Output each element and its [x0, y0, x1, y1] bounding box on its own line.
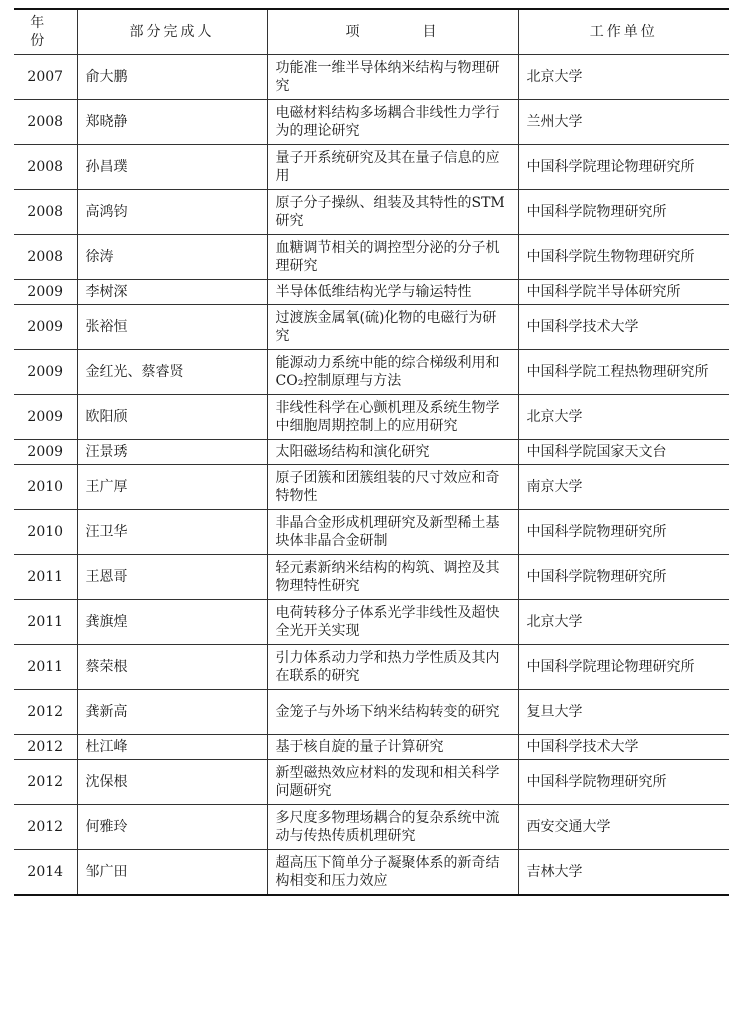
cell-name: 龚旗煌	[77, 600, 267, 645]
cell-name: 杜江峰	[77, 735, 267, 760]
cell-name: 张裕恒	[77, 305, 267, 350]
cell-name: 蔡荣根	[77, 645, 267, 690]
cell-project: 新型磁热效应材料的发现和相关科学问题研究	[267, 760, 518, 805]
cell-unit: 中国科学院物理研究所	[518, 190, 729, 235]
table-row	[14, 850, 729, 896]
cell-unit: 中国科学院国家天文台	[518, 440, 729, 465]
cell-project: 能源动力系统中能的综合梯级利用和CO₂控制原理与方法	[267, 350, 518, 395]
cell-year: 2008	[14, 100, 77, 145]
cell-unit: 吉林大学	[518, 850, 729, 896]
cell-unit: 中国科学院理论物理研究所	[518, 145, 729, 190]
cell-name: 孙昌璞	[77, 145, 267, 190]
table-row	[14, 805, 729, 850]
cell-unit: 复旦大学	[518, 690, 729, 735]
cell-unit: 中国科学技术大学	[518, 305, 729, 350]
cell-unit: 西安交通大学	[518, 805, 729, 850]
cell-year: 2009	[14, 280, 77, 305]
cell-project: 功能准一维半导体纳米结构与物理研究	[267, 55, 518, 100]
cell-unit: 中国科学院物理研究所	[518, 760, 729, 805]
cell-name: 徐涛	[77, 235, 267, 280]
cell-unit: 中国科学技术大学	[518, 735, 729, 760]
cell-name: 沈保根	[77, 760, 267, 805]
header-name: 部分完成人	[77, 9, 267, 55]
cell-unit: 中国科学院物理研究所	[518, 510, 729, 555]
cell-unit: 北京大学	[518, 600, 729, 645]
awards-table	[14, 8, 729, 896]
cell-year: 2008	[14, 190, 77, 235]
cell-year: 2012	[14, 735, 77, 760]
table-row	[14, 280, 729, 305]
table-row	[14, 645, 729, 690]
header-project-b: 目	[422, 24, 440, 40]
cell-name: 王恩哥	[77, 555, 267, 600]
cell-unit: 中国科学院理论物理研究所	[518, 645, 729, 690]
cell-project: 半导体低维结构光学与输运特性	[267, 280, 518, 305]
table-header-row	[14, 9, 729, 55]
cell-project: 金笼子与外场下纳米结构转变的研究	[267, 690, 518, 735]
cell-unit: 南京大学	[518, 465, 729, 510]
table-row	[14, 440, 729, 465]
cell-name: 李树深	[77, 280, 267, 305]
cell-project: 血糖调节相关的调控型分泌的分子机理研究	[267, 235, 518, 280]
cell-year: 2014	[14, 850, 77, 896]
cell-unit: 北京大学	[518, 55, 729, 100]
table-row	[14, 305, 729, 350]
cell-name: 龚新高	[77, 690, 267, 735]
table-row	[14, 735, 729, 760]
cell-year: 2012	[14, 805, 77, 850]
table-row	[14, 690, 729, 735]
cell-project: 轻元素新纳米结构的构筑、调控及其物理特性研究	[267, 555, 518, 600]
table-row	[14, 235, 729, 280]
cell-name: 高鸿钧	[77, 190, 267, 235]
header-project-a: 项	[345, 24, 363, 40]
cell-year: 2009	[14, 395, 77, 440]
cell-year: 2007	[14, 55, 77, 100]
cell-year: 2009	[14, 350, 77, 395]
table-row	[14, 465, 729, 510]
cell-year: 2008	[14, 235, 77, 280]
cell-name: 邹广田	[77, 850, 267, 896]
cell-unit: 北京大学	[518, 395, 729, 440]
cell-year: 2008	[14, 145, 77, 190]
cell-name: 金红光、蔡睿贤	[77, 350, 267, 395]
cell-name: 汪景琇	[77, 440, 267, 465]
cell-unit: 兰州大学	[518, 100, 729, 145]
cell-project: 原子分子操纵、组装及其特性的STM研究	[267, 190, 518, 235]
cell-year: 2009	[14, 440, 77, 465]
cell-unit: 中国科学院工程热物理研究所	[518, 350, 729, 395]
cell-project: 过渡族金属氧(硫)化物的电磁行为研究	[267, 305, 518, 350]
cell-year: 2009	[14, 305, 77, 350]
table-row	[14, 145, 729, 190]
table-row	[14, 100, 729, 145]
cell-project: 太阳磁场结构和演化研究	[267, 440, 518, 465]
cell-project: 基于核自旋的量子计算研究	[267, 735, 518, 760]
header-project	[267, 9, 518, 55]
cell-unit: 中国科学院物理研究所	[518, 555, 729, 600]
header-year: 年份	[14, 9, 77, 55]
table-row	[14, 510, 729, 555]
cell-name: 俞大鹏	[77, 55, 267, 100]
cell-project: 电荷转移分子体系光学非线性及超快全光开关实现	[267, 600, 518, 645]
cell-year: 2011	[14, 600, 77, 645]
cell-unit: 中国科学院半导体研究所	[518, 280, 729, 305]
cell-project: 原子团簇和团簇组装的尺寸效应和奇特物性	[267, 465, 518, 510]
cell-project: 电磁材料结构多场耦合非线性力学行为的理论研究	[267, 100, 518, 145]
cell-project: 非线性科学在心颤机理及系统生物学中细胞周期控制上的应用研究	[267, 395, 518, 440]
table-row	[14, 600, 729, 645]
table-row	[14, 350, 729, 395]
table-row	[14, 55, 729, 100]
cell-year: 2010	[14, 510, 77, 555]
cell-project: 量子开系统研究及其在量子信息的应用	[267, 145, 518, 190]
cell-name: 郑晓静	[77, 100, 267, 145]
cell-name: 王广厚	[77, 465, 267, 510]
cell-year: 2010	[14, 465, 77, 510]
cell-project: 引力体系动力学和热力学性质及其内在联系的研究	[267, 645, 518, 690]
cell-year: 2011	[14, 645, 77, 690]
cell-year: 2011	[14, 555, 77, 600]
header-unit: 工作单位	[518, 9, 729, 55]
table-row	[14, 190, 729, 235]
cell-name: 欧阳颀	[77, 395, 267, 440]
cell-project: 多尺度多物理场耦合的复杂系统中流动与传热传质机理研究	[267, 805, 518, 850]
cell-name: 汪卫华	[77, 510, 267, 555]
table-row	[14, 760, 729, 805]
cell-year: 2012	[14, 690, 77, 735]
table-row	[14, 395, 729, 440]
cell-project: 非晶合金形成机理研究及新型稀土基块体非晶合金研制	[267, 510, 518, 555]
cell-project: 超高压下简单分子凝聚体系的新奇结构相变和压力效应	[267, 850, 518, 896]
cell-year: 2012	[14, 760, 77, 805]
table-row	[14, 555, 729, 600]
cell-name: 何雅玲	[77, 805, 267, 850]
cell-unit: 中国科学院生物物理研究所	[518, 235, 729, 280]
